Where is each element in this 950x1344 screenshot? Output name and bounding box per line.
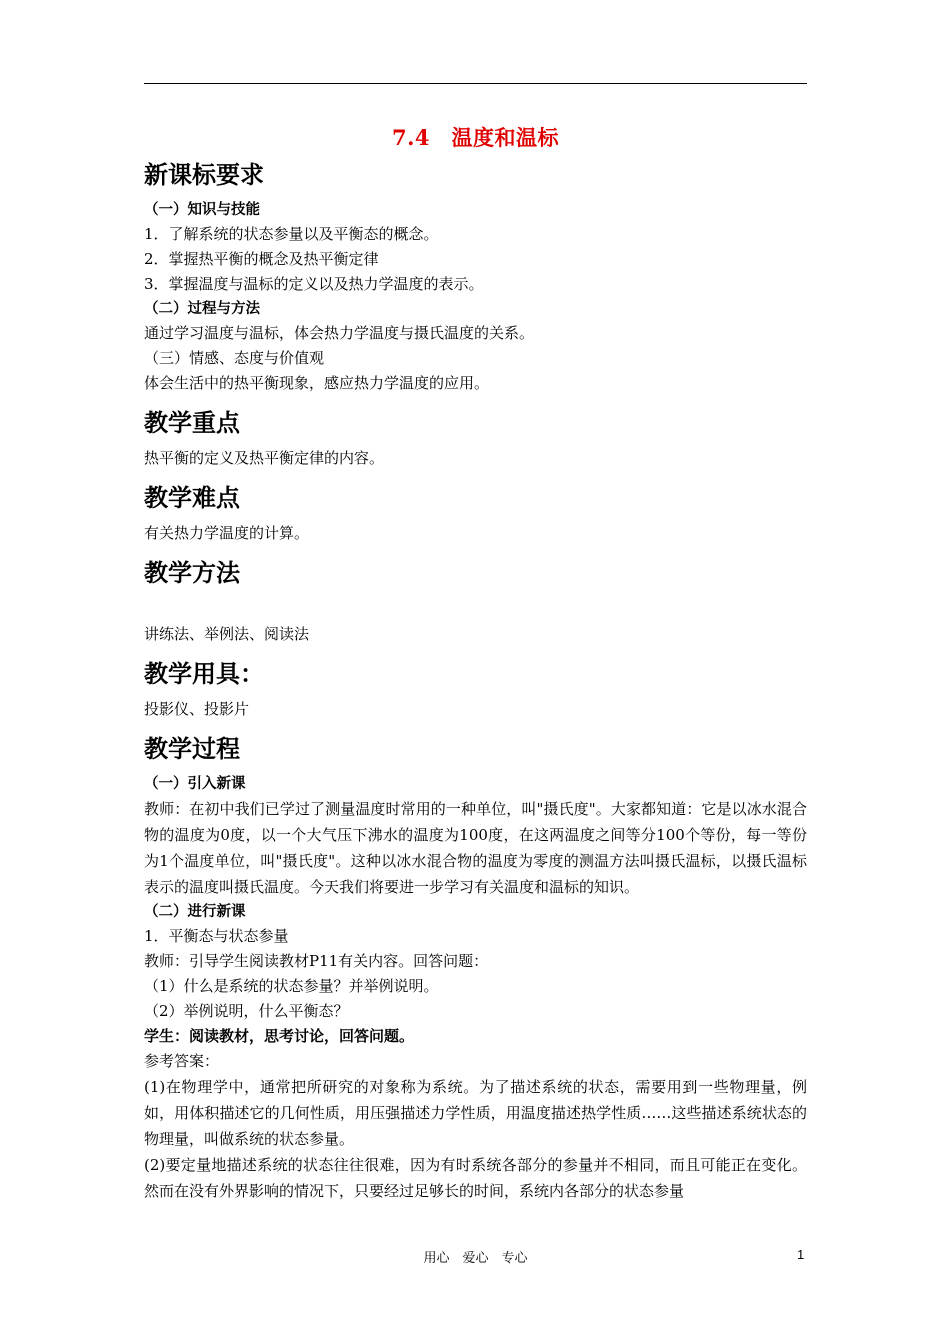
- document-body: [144, 156, 807, 1204]
- heading-process: 教学过程: [144, 735, 240, 763]
- question: （2）举例说明，什么平衡态？: [144, 1002, 349, 1020]
- paragraph: 讲练法、举例法、阅读法: [144, 625, 310, 643]
- list-item: 3．掌握温度与温标的定义以及热力学温度的表示。: [144, 275, 484, 293]
- subheading-new-lesson: （二）进行新课: [144, 904, 246, 920]
- subheading-intro: （一）引入新课: [144, 776, 246, 792]
- heading-requirements: 新课标要求: [144, 161, 264, 189]
- answer-label: 参考答案：: [144, 1052, 220, 1070]
- answer: (2)要定量地描述系统的状态往往很难，因为有时系统各部分的参量并不相同，而且可能正在变化。然而在没有外界影响的情况下，只要经过足够长的时间，系统内各部分的状态参量: [144, 1156, 807, 1200]
- paragraph: 投影仪、投影片: [144, 700, 250, 718]
- paragraph: 热平衡的定义及热平衡定律的内容。: [144, 449, 385, 467]
- answer: (1)在物理学中，通常把所研究的对象称为系统。为了描述系统的状态，需要用到一些物理量，例如，用体积描述它的几何性质，用压强描述力学性质，用温度描述热学性质……这些描述系统状态的物理量，叫做系统的状态参量。: [144, 1078, 807, 1148]
- paragraph: 体会生活中的热平衡现象，感应热力学温度的应用。: [144, 374, 490, 392]
- heading-key-points: 教学重点: [144, 409, 240, 437]
- question: （1）什么是系统的状态参量？并举例说明。: [144, 977, 439, 995]
- paragraph: 教师：在初中我们已学过了测量温度时常用的一种单位，叫"摄氏度"。大家都知道：它是以冰水混合物的温度为0度，以一个大气压下沸水的温度为100度，在这两温度之间等分100个等份，每一等份为1个温度单位，叫"摄氏度"。这种以冰水混合物的温度为零度的测温方法叫摄氏温标，以摄氏温标表示的温度叫摄氏温度。今天我们将要进一步学习有关温度和温标的知识。: [144, 800, 807, 896]
- heading-methods: 教学方法: [144, 559, 240, 587]
- heading-difficulties: 教学难点: [144, 484, 240, 512]
- heading-tools: 教学用具：: [144, 660, 264, 688]
- subheading-attitude: （三）情感、态度与价值观: [144, 349, 325, 367]
- subheading-knowledge: （一）知识与技能: [144, 202, 260, 218]
- student-activity: 学生：阅读教材，思考讨论，回答问题。: [144, 1027, 415, 1045]
- list-item: 2．掌握热平衡的概念及热平衡定律: [144, 250, 379, 268]
- paragraph: 有关热力学温度的计算。: [144, 524, 310, 542]
- lesson-title: 7.4 温度和温标: [391, 125, 560, 150]
- header-rule: [144, 83, 807, 84]
- page-number: 1: [797, 1247, 805, 1262]
- subheading-process-method: （二）过程与方法: [144, 301, 260, 317]
- paragraph: 1．平衡态与状态参量: [144, 927, 289, 945]
- paragraph: 教师：引导学生阅读教材P11有关内容。回答问题：: [144, 952, 489, 970]
- paragraph: 通过学习温度与温标，体会热力学温度与摄氏温度的关系。: [144, 324, 535, 342]
- page-footer: 用心 爱心 专心: [423, 1251, 528, 1266]
- list-item: 1．了解系统的状态参量以及平衡态的概念。: [144, 225, 439, 243]
